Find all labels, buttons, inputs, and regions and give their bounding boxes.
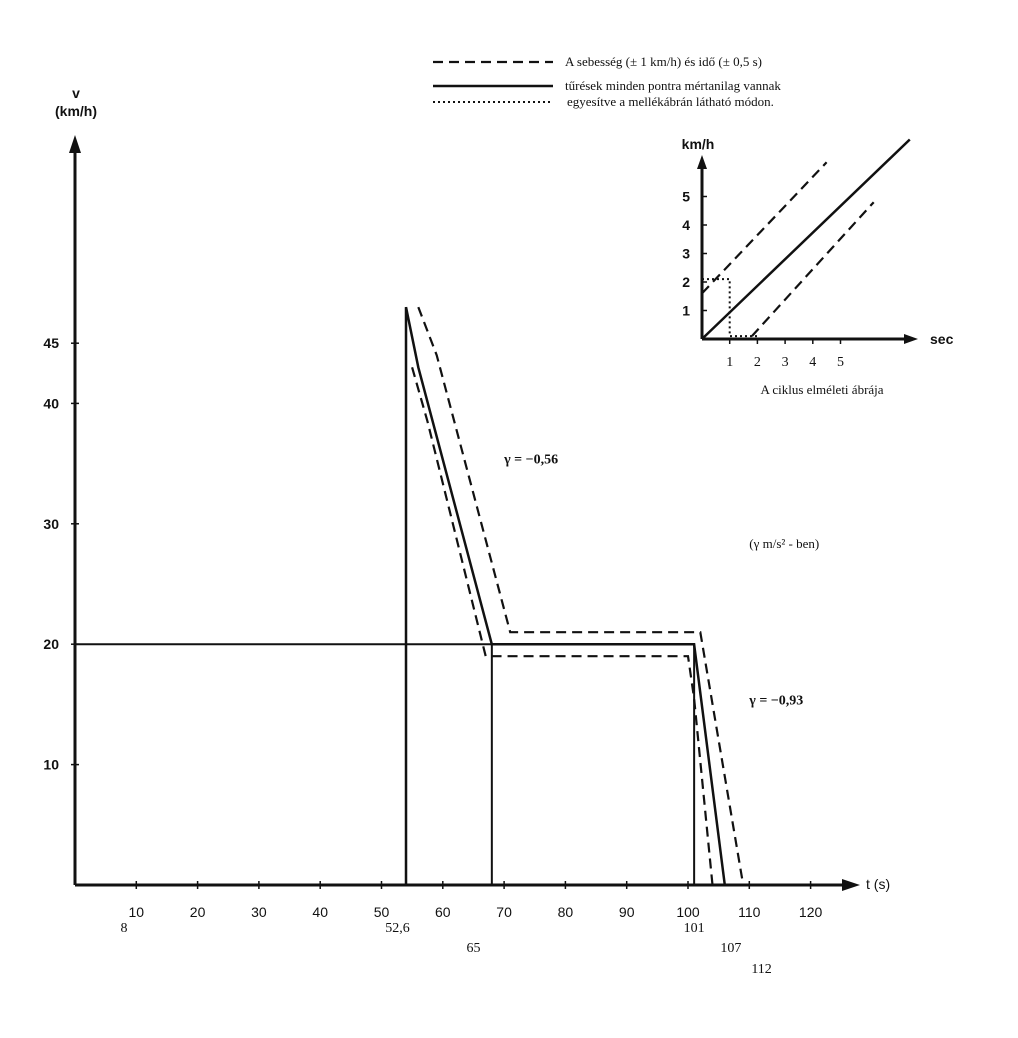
inset-y-tick-label: 4 [682, 217, 690, 233]
y-axis-symbol: v [72, 85, 80, 101]
y-tick-label: 45 [43, 335, 59, 352]
x-tick-label: 90 [618, 904, 635, 920]
x-tick-label: 30 [251, 904, 267, 920]
y-tick-label: 10 [43, 756, 59, 773]
inset-x-tick-label: 4 [809, 355, 817, 370]
annotation: γ = −0,93 [749, 693, 804, 709]
special-x-label: 52,6 [385, 921, 410, 936]
inset-x-axis-title: sec [930, 331, 954, 347]
x-tick-label: 10 [128, 904, 145, 920]
inset-y-tick-label: 5 [682, 188, 690, 205]
inset-y-tick-label: 1 [682, 302, 690, 319]
y-tick-label: 20 [43, 636, 59, 653]
inset-y-tick-label: 3 [682, 245, 690, 262]
inset-x-tick-label: 5 [837, 355, 844, 370]
legend-line-3: egyesítve a mellékábrán látható módon. [567, 94, 774, 109]
legend-line-2: tűrések minden pontra mértanilag vannak [565, 78, 781, 93]
inset-y-axis-title: km/h [681, 136, 715, 152]
main-chart [43, 85, 890, 977]
legend [433, 54, 781, 109]
x-tick-label: 80 [557, 904, 574, 920]
inset-title: A ciklus elméleti ábrája [760, 382, 884, 397]
special-x-label: 8 [120, 921, 128, 936]
series-solid-line [406, 307, 725, 885]
x-tick-label: 120 [798, 904, 823, 920]
series-dashed-line [412, 367, 712, 885]
inset-x-arrow [904, 334, 918, 344]
inset-x-tick-label: 2 [753, 355, 761, 370]
inset-x-tick-label: 1 [726, 355, 734, 370]
x-tick-label: 100 [676, 904, 700, 920]
inset-chart [682, 136, 954, 397]
x-tick-label: 50 [373, 904, 390, 920]
inset-series-solid-line [702, 140, 910, 340]
x-tick-label: 40 [312, 904, 328, 920]
y-axis-unit: (km/h) [55, 103, 97, 119]
special-x-label: 101 [683, 921, 705, 936]
annotation: γ = −0,56 [504, 452, 559, 468]
annotation: (γ m/s² - ben) [749, 535, 820, 551]
x-axis-title: t (s) [866, 876, 891, 892]
y-tick-label: 30 [43, 515, 59, 532]
y-tick-label: 40 [43, 395, 59, 412]
x-axis-arrow [842, 879, 860, 891]
inset-x-tick-label: 3 [781, 355, 789, 370]
inset-y-arrow [697, 155, 707, 169]
inset-y-tick-label: 2 [682, 274, 690, 290]
inset-series-dotted-line [702, 279, 757, 336]
special-x-label: 65 [466, 941, 481, 956]
legend-line-1: A sebesség (± 1 km/h) és idő (± 0,5 s) [565, 54, 762, 69]
x-tick-label: 110 [738, 904, 761, 920]
special-x-label: 107 [720, 941, 742, 956]
y-axis-arrow [69, 135, 81, 153]
special-x-label: 112 [751, 962, 772, 977]
x-tick-label: 70 [496, 904, 512, 920]
x-tick-label: 20 [189, 904, 206, 920]
x-tick-label: 60 [435, 904, 451, 920]
